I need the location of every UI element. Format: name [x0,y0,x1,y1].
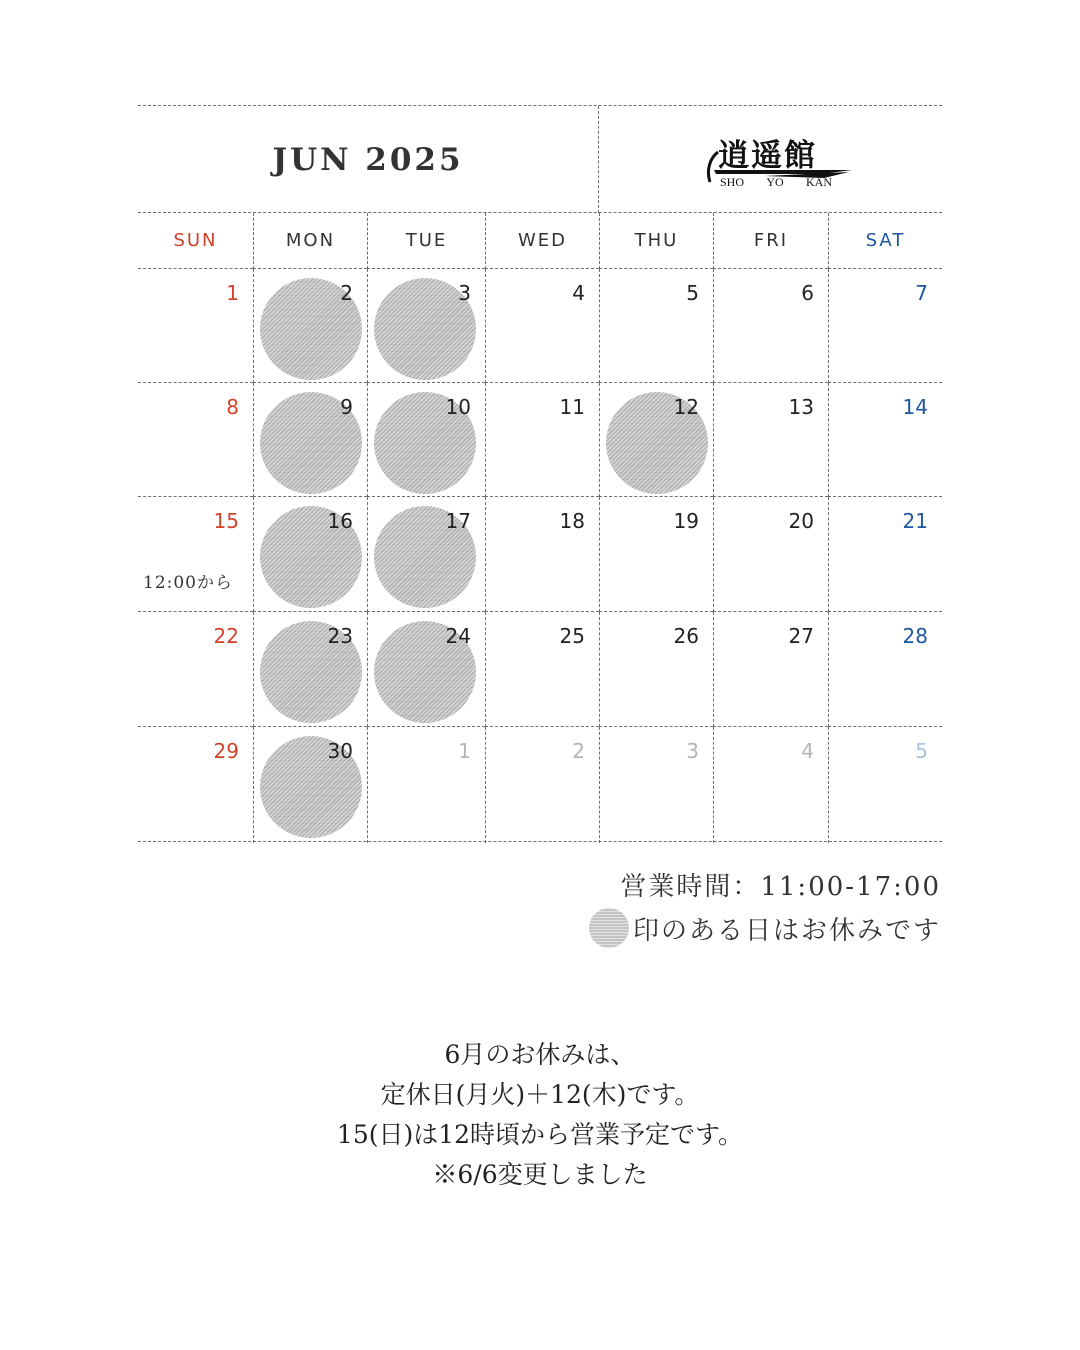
day-cell [599,383,713,497]
day-number: 28 [902,624,928,648]
day-number: 6 [801,281,814,305]
day-number: 11 [559,395,585,419]
day-number: 13 [788,395,814,419]
weekday-header-tue: TUE [367,213,485,269]
day-cell [828,497,942,612]
calendar [138,105,942,842]
weekday-header-wed: WED [485,213,599,269]
message-line: 15(日)は12時頃から営業予定です。 [336,1120,744,1149]
next-month-day-cell [828,727,942,843]
day-cell [138,727,253,843]
day-cell [485,269,599,383]
day-number: 20 [788,509,814,533]
logo-roman-part: YO [766,175,784,189]
day-number: 29 [213,739,239,763]
day-cell [828,269,942,383]
message-line: 定休日(月火)＋12(木)です。 [380,1080,700,1109]
day-number: 5 [686,281,699,305]
next-month-day-cell [367,727,485,843]
logo-roman-part: SHO [720,175,745,189]
day-number: 9 [340,395,353,419]
day-cell [138,383,253,497]
day-number: 21 [902,509,928,533]
day-cell [253,727,367,843]
day-cell [367,612,485,727]
holiday-message [0,1035,1080,1195]
logo-kanji: 逍遥館 [718,138,817,174]
day-cell [713,269,828,383]
day-number: 4 [572,281,585,305]
day-number: 15 [213,509,239,533]
business-hours: 営業時間：11:00-17:00 [620,872,941,902]
weekday-header-sat: SAT [828,213,942,269]
day-cell [599,497,713,612]
day-number: 12 [673,395,699,419]
next-month-day-cell [599,727,713,843]
logo-roman [720,175,832,190]
day-number: 8 [226,395,239,419]
day-cell [253,612,367,727]
day-cell [713,497,828,612]
day-number: 23 [327,624,353,648]
day-number: 4 [801,739,814,763]
day-number: 2 [572,739,585,763]
legend-text: 印のある日はお休みです [632,915,941,946]
day-number: 5 [915,739,928,763]
day-number: 18 [559,509,585,533]
day-cell [713,612,828,727]
weekday-header-sun: SUN [138,213,253,269]
day-cell [253,497,367,612]
day-number: 19 [673,509,699,533]
day-number: 26 [673,624,699,648]
day-number: 22 [213,624,239,648]
day-number: 24 [445,624,471,648]
day-cell [253,383,367,497]
day-number: 3 [686,739,699,763]
legend [421,908,941,955]
day-cell [367,269,485,383]
header-divider [598,106,599,213]
day-cell [138,497,253,612]
day-number: 30 [327,739,353,763]
day-cell [828,383,942,497]
message-line: ※6/6変更しました [432,1160,648,1189]
day-number: 3 [458,281,471,305]
weekday-header-mon: MON [253,213,367,269]
day-number: 1 [226,281,239,305]
day-cell [367,497,485,612]
calendar-header [138,105,942,213]
day-number: 10 [445,395,471,419]
day-note: 12:00から [143,573,233,593]
day-cell [253,269,367,383]
message-line: 6月のお休みは、 [444,1040,636,1069]
day-number: 1 [458,739,471,763]
day-number: 25 [559,624,585,648]
next-month-day-cell [713,727,828,843]
weekday-header-thu: THU [599,213,713,269]
logo-roman-part: KAN [805,175,832,189]
day-cell [138,612,253,727]
month-title: JUN 2025 [272,141,464,178]
weekday-header-fri: FRI [713,213,828,269]
day-cell [828,612,942,727]
day-number: 17 [445,509,471,533]
day-number: 27 [788,624,814,648]
day-cell [138,269,253,383]
calendar-grid [138,212,942,842]
day-cell [485,383,599,497]
day-number: 2 [340,281,353,305]
day-number: 14 [902,395,928,419]
day-cell [599,269,713,383]
day-cell [367,383,485,497]
day-cell [485,497,599,612]
shop-logo [704,128,854,194]
next-month-day-cell [485,727,599,843]
day-number: 7 [915,281,928,305]
day-cell [599,612,713,727]
day-cell [485,612,599,727]
closed-day-marker-icon [589,908,629,948]
day-cell [713,383,828,497]
day-number: 16 [327,509,353,533]
